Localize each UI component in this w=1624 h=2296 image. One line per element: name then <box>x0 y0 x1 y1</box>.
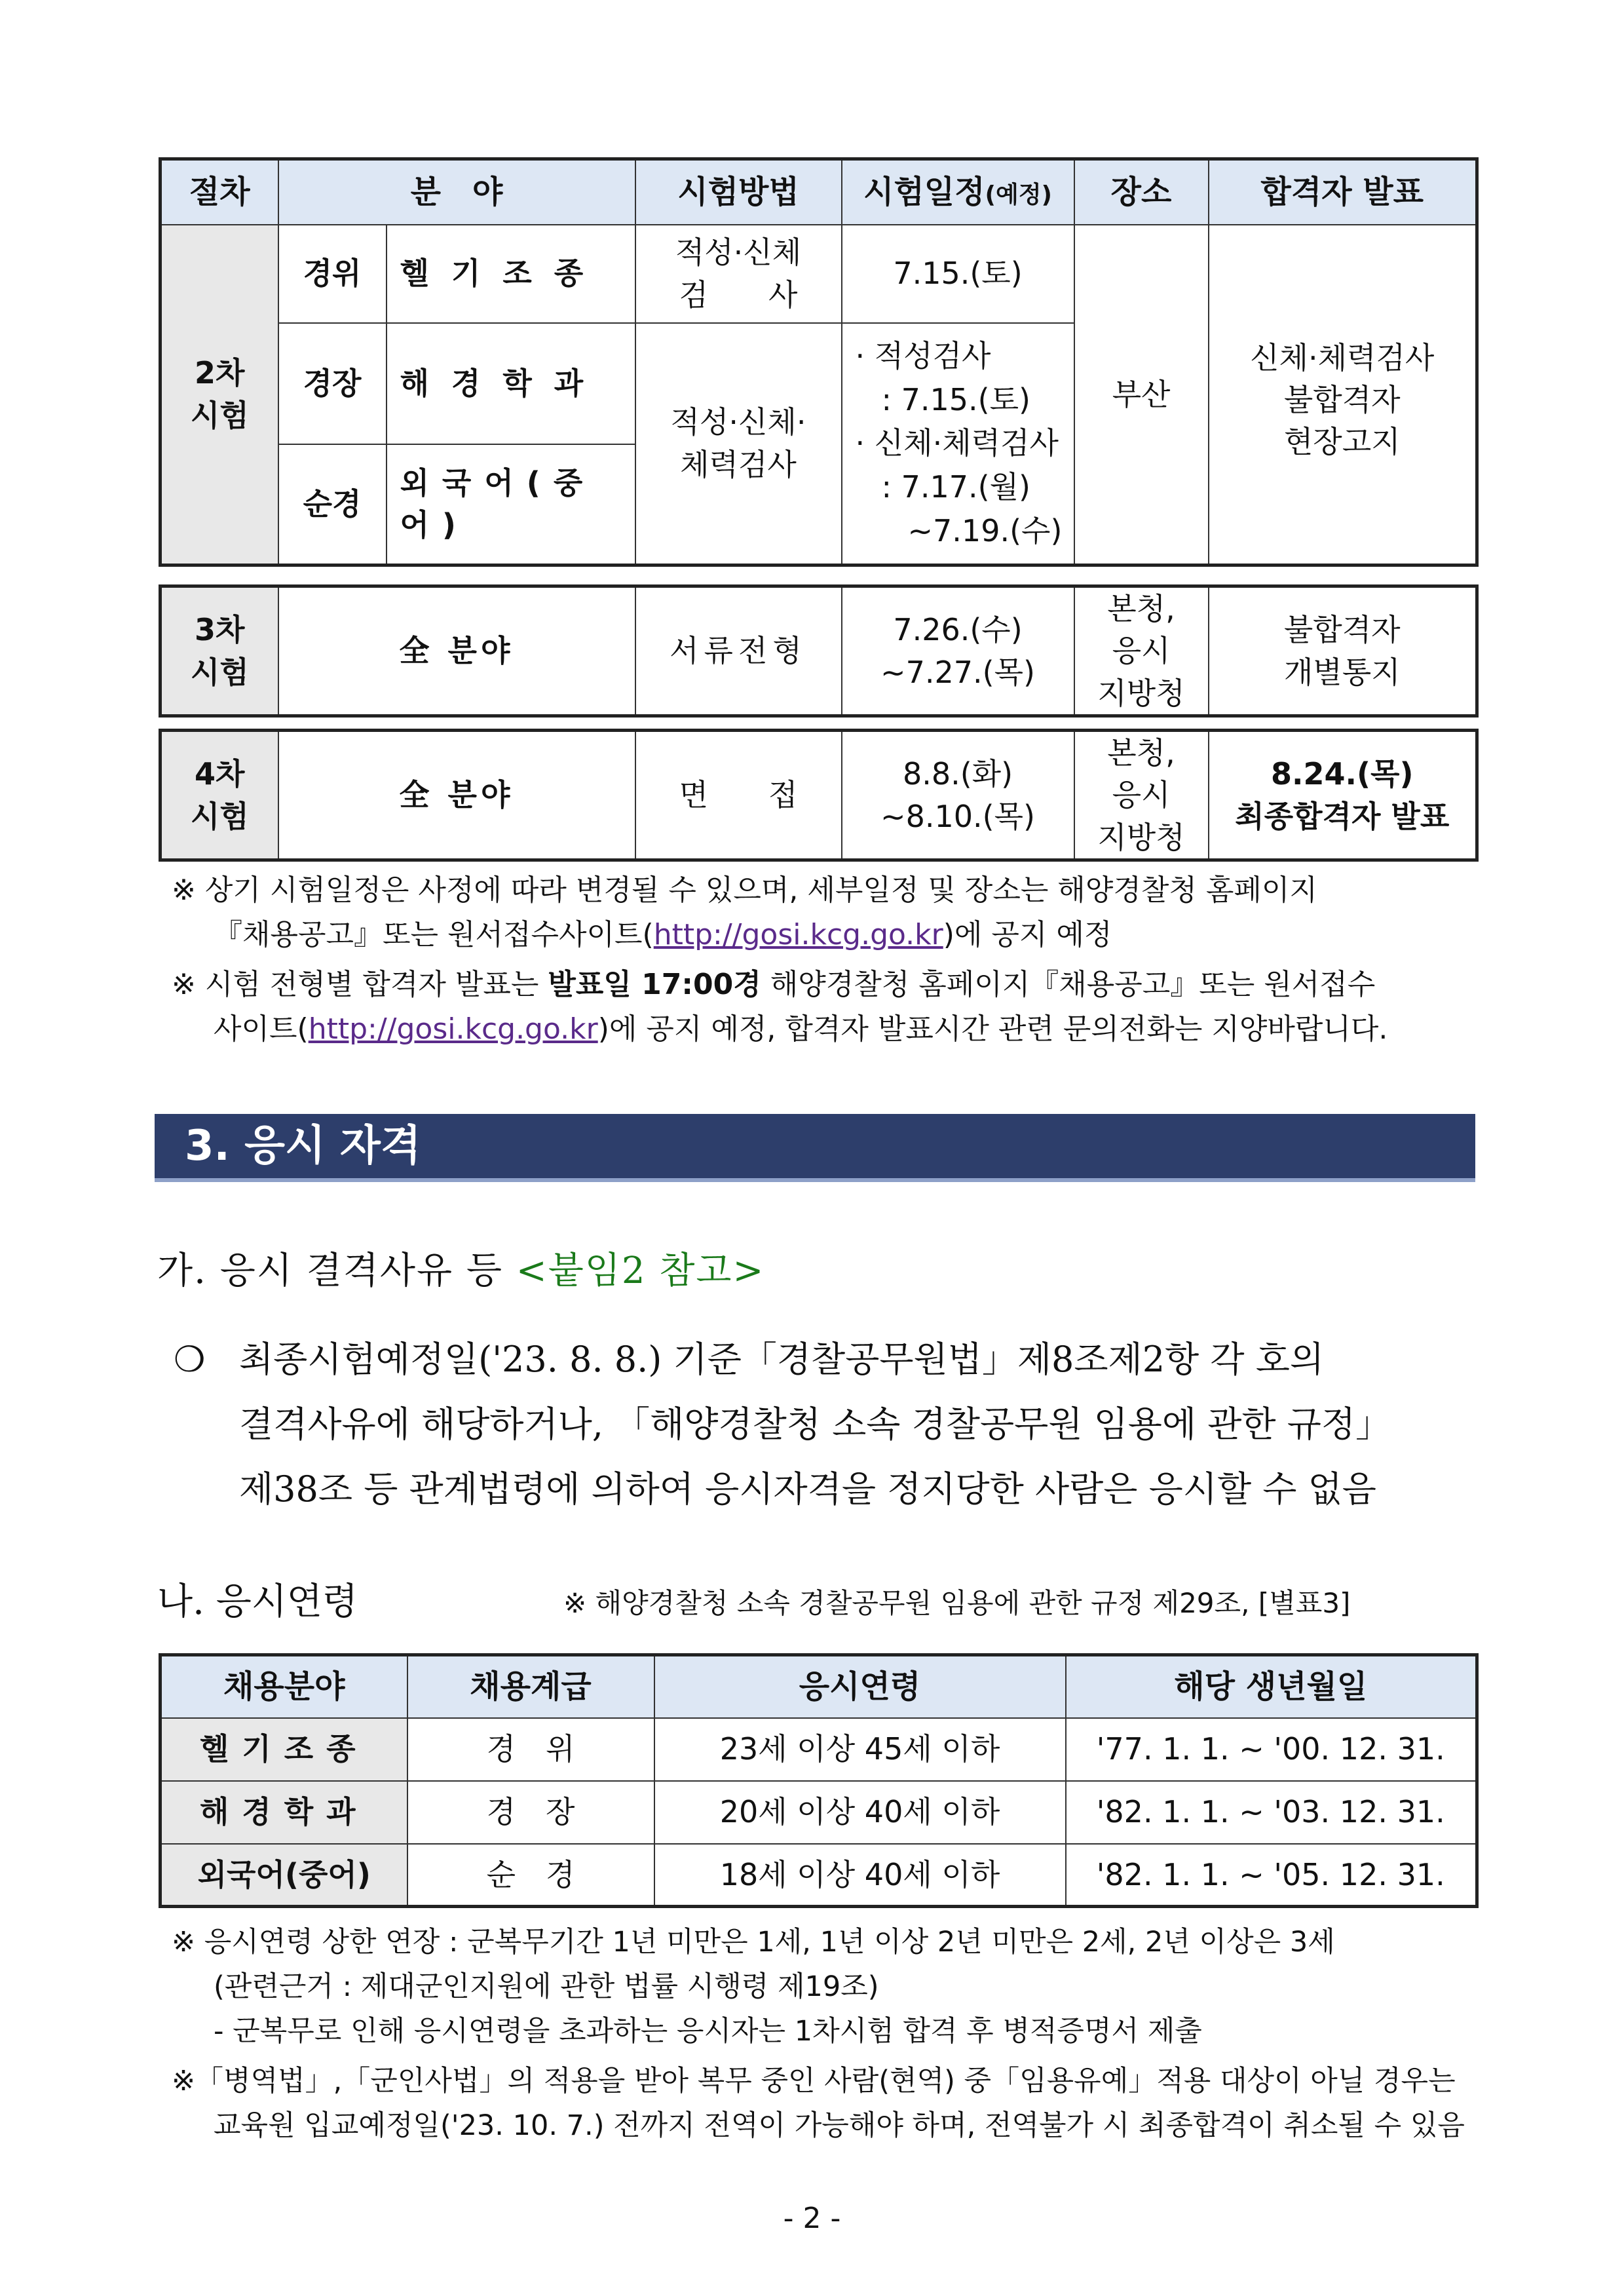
method-cell: 서류전형 <box>635 586 842 716</box>
result-cell: 불합격자 개별통지 <box>1209 586 1477 716</box>
field-cell: 헬기조종 <box>387 225 635 323</box>
rank-cell: 경 장 <box>407 1781 654 1844</box>
note-line: ※ 상기 시험일정은 사정에 따라 변경될 수 있으며, 세부일정 및 장소는 해양경찰청 홈페이지 <box>172 873 1317 907</box>
date-cell: 8.8.(화) ~8.10.(목) <box>842 731 1074 860</box>
age-table <box>159 1653 1479 1908</box>
header-recruit-rank: 채용계급 <box>407 1655 654 1718</box>
paragraph-line: 제38조 등 관계법령에 의하여 응시자격을 정지당한 사람은 응시할 수 없음 <box>239 1468 1376 1510</box>
header-procedure: 절차 <box>161 159 278 225</box>
field-cell: 외국어(중어) <box>387 444 635 565</box>
schedule-table-round3 <box>159 584 1479 718</box>
section-header <box>155 1114 1475 1182</box>
schedule-notes <box>172 868 1475 1052</box>
age-cell: 20세 이상 40세 이하 <box>654 1781 1066 1844</box>
result-cell: 신체·체력검사 불합격자 현장고지 <box>1209 225 1477 565</box>
header-place: 장소 <box>1074 159 1209 225</box>
paragraph-line: 결격사유에 해당하거나, 「해양경찰청 소속 경찰공무원 임용에 관한 규정」 <box>239 1404 1391 1445</box>
field-cell: 외국어(중어) <box>161 1844 407 1907</box>
subsection-b-note: ※ 해양경찰청 소속 경찰공무원 임용에 관한 규정 제29조, [별표3] <box>563 1587 1351 1619</box>
round2-label: 2차 시험 <box>161 225 278 565</box>
section-title: 3. 응시 자격 <box>185 1122 421 1170</box>
table-row <box>161 1781 1477 1844</box>
schedule-table-round4 <box>159 729 1479 862</box>
note-line: ※ 시험 전형별 합격자 발표는 발표일 17:00경 해양경찰청 홈페이지『채용공고』또는 원서접수 <box>172 968 1376 1001</box>
field-cell: 全 분야 <box>278 586 635 716</box>
birth-cell: '77. 1. 1. ~ '00. 12. 31. <box>1066 1718 1477 1781</box>
place-cell: 본청, 응시 지방청 <box>1074 731 1209 860</box>
header-recruit-field: 채용분야 <box>161 1655 407 1718</box>
rank-cell: 순 경 <box>407 1844 654 1907</box>
attachment-reference: <붙임2 참고> <box>516 1250 765 1292</box>
note-line: ※「병역법」,「군인사법」의 적용을 받아 복무 중인 사람(현역) 중「임용유예」적용 대상이 아닐 경우는 <box>172 2065 1456 2097</box>
subsection-a-title: 가. 응시 결격사유 등 <붙임2 참고> <box>157 1250 765 1292</box>
schedule-table-round2 <box>159 157 1479 567</box>
rank-cell: 경위 <box>278 225 387 323</box>
subsection-b-title: 나. 응시연령 <box>157 1580 358 1623</box>
place-cell: 본청, 응시 지방청 <box>1074 586 1209 716</box>
date-cell: · 적성검사 : 7.15.(토) · 신체·체력검사 : 7.17.(월) ~7.19.(수) <box>842 323 1074 565</box>
field-cell: 해경학과 <box>387 323 635 444</box>
round4-label: 4차 시험 <box>161 731 278 860</box>
age-cell: 18세 이상 40세 이하 <box>654 1844 1066 1907</box>
field-cell: 全 분야 <box>278 731 635 860</box>
paragraph-line: 최종시험예정일('23. 8. 8.) 기준「경찰공무원법」제8조제2항 각 호의 <box>239 1339 1325 1380</box>
rank-cell: 경 위 <box>407 1718 654 1781</box>
note-line: (관련근거 : 제대군인지원에 관한 법률 시행령 제19조) <box>214 1970 879 2003</box>
header-method: 시험방법 <box>635 159 842 225</box>
note-line: 『채용공고』또는 원서접수사이트(http://gosi.kcg.go.kr)에 공지 예정 <box>214 918 1112 951</box>
method-cell: 적성·신체· 체력검사 <box>635 323 842 565</box>
birth-cell: '82. 1. 1. ~ '05. 12. 31. <box>1066 1844 1477 1907</box>
place-cell: 부산 <box>1074 225 1209 565</box>
header-age: 응시연령 <box>654 1655 1066 1718</box>
result-cell: 8.24.(목) 최종합격자 발표 <box>1209 731 1477 860</box>
gosi-link[interactable]: http://gosi.kcg.go.kr <box>653 918 943 951</box>
age-cell: 23세 이상 45세 이하 <box>654 1718 1066 1781</box>
table-row <box>161 1844 1477 1907</box>
header-schedule: 시험일정(예정) <box>842 159 1074 225</box>
note-line: 사이트(http://gosi.kcg.go.kr)에 공지 예정, 합격자 발표시간 관련 문의전화는 지양바랍니다. <box>214 1012 1388 1046</box>
header-field: 분 야 <box>278 159 635 225</box>
method-cell: 적성·신체 검 사 <box>635 225 842 323</box>
method-cell: 면 접 <box>635 731 842 860</box>
field-cell: 헬기조종 <box>161 1718 407 1781</box>
page-number: - 2 - <box>783 2202 841 2235</box>
note-line: 교육원 입교예정일('23. 10. 7.) 전까지 전역이 가능해야 하며, 전역불가 시 최종합격이 취소될 수 있음 <box>214 2109 1465 2142</box>
field-cell: 해경학과 <box>161 1781 407 1844</box>
note-line: ※ 응시연령 상한 연장 : 군복무기간 1년 미만은 1세, 1년 이상 2년 미만은 2세, 2년 이상은 3세 <box>172 1926 1335 1959</box>
birth-cell: '82. 1. 1. ~ '03. 12. 31. <box>1066 1781 1477 1844</box>
rank-cell: 순경 <box>278 444 387 565</box>
round3-label: 3차 시험 <box>161 586 278 716</box>
note-line: - 군복무로 인해 응시연령을 초과하는 응시자는 1차시험 합격 후 병적증명서 제출 <box>214 2015 1202 2048</box>
gosi-link[interactable]: http://gosi.kcg.go.kr <box>308 1012 598 1046</box>
date-cell: 7.15.(토) <box>842 225 1074 323</box>
bullet-icon: ❍ <box>174 1339 206 1380</box>
rank-cell: 경장 <box>278 323 387 444</box>
header-birthdate: 해당 생년월일 <box>1066 1655 1477 1718</box>
subsection-a-body <box>174 1327 1477 1521</box>
header-result: 합격자 발표 <box>1209 159 1477 225</box>
age-notes <box>172 1920 1475 2148</box>
table-row <box>161 1718 1477 1781</box>
date-cell: 7.26.(수) ~7.27.(목) <box>842 586 1074 716</box>
